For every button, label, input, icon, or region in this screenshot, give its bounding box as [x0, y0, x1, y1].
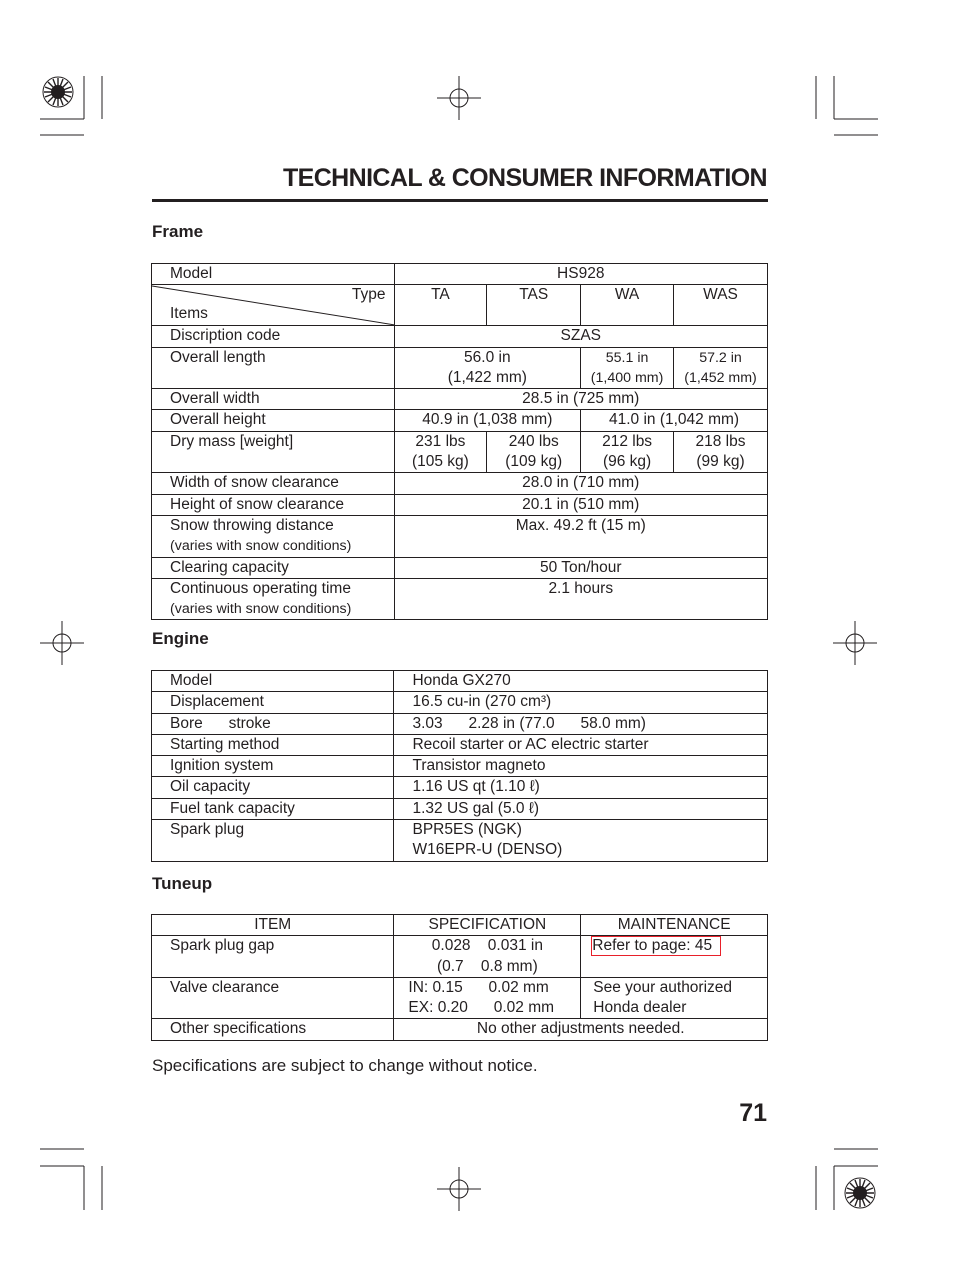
table-row	[152, 557, 768, 578]
overall-length-ta-tas	[394, 347, 581, 389]
starting-method-value: Recoil starter or AC electric starter	[394, 734, 768, 755]
table-row	[152, 798, 768, 819]
model-value: HS928	[394, 264, 767, 285]
crosshair-top	[437, 76, 481, 120]
operating-time-title: Continuous operating time	[170, 579, 351, 597]
engine-heading: Engine	[152, 629, 209, 648]
engine-model-label: Model	[152, 671, 394, 692]
throw-distance-value: Max. 49.2 ft (15 m)	[394, 515, 767, 557]
displacement-label: Displacement	[152, 692, 394, 713]
type-tas: TAS	[487, 285, 581, 326]
dry-mass-label: Dry mass [weight]	[152, 431, 395, 473]
type-label: Type	[351, 286, 386, 304]
title-rule	[152, 199, 768, 202]
overall-length-was-in: 57.2 in	[699, 349, 742, 366]
dry-mass-wa	[581, 431, 674, 473]
tuneup-heading: Tuneup	[152, 874, 213, 893]
overall-height-ta-tas: 40.9 in (1,038 mm)	[394, 410, 581, 431]
valve-clearance-spec	[394, 977, 581, 1019]
type-items-header	[152, 285, 395, 326]
width-clearance-label: Width of snow clearance	[152, 473, 395, 494]
starting-method-label: Starting method	[152, 734, 394, 755]
dry-mass-wa-kg: (96 kg)	[602, 453, 652, 471]
table-row	[152, 473, 768, 494]
frame-heading: Frame	[152, 222, 204, 241]
table-row	[152, 494, 768, 515]
spark-gap-label: Spark plug gap	[152, 936, 394, 978]
table-row	[152, 347, 768, 389]
description-label: Discription code	[152, 326, 395, 347]
fuel-tank-value: 1.32 US gal (5.0 ℓ)	[394, 798, 768, 819]
spark-gap-maint	[581, 936, 768, 978]
table-row	[152, 777, 768, 798]
spark-gap-mm: (0.7 0.8 mm)	[436, 957, 538, 975]
dry-mass-tas	[487, 431, 581, 473]
width-clearance-value: 28.0 in (710 mm)	[394, 473, 767, 494]
throw-distance-title: Snow throwing distance	[170, 516, 334, 534]
col-spec-header: SPECIFICATION	[394, 915, 581, 936]
valve-maint-line2: Honda dealer	[593, 999, 687, 1017]
table-row	[152, 713, 768, 734]
valve-in: IN: 0.15 0.02 mm	[408, 978, 549, 996]
overall-length-was-mm: (1,452 mm)	[684, 369, 757, 386]
dry-mass-tas-kg: (109 kg)	[505, 453, 563, 471]
items-label: Items	[170, 305, 208, 323]
other-spec-value: No other adjustments needed.	[394, 1019, 768, 1040]
table-row	[152, 692, 768, 713]
frame-table	[151, 263, 768, 620]
table-row	[152, 389, 768, 410]
throw-distance-label	[152, 515, 395, 557]
engine-model-value: Honda GX270	[394, 671, 768, 692]
dry-mass-was	[674, 431, 768, 473]
overall-width-value: 28.5 in (725 mm)	[394, 389, 767, 410]
overall-length-was	[674, 347, 768, 389]
crosshair-bottom	[437, 1167, 481, 1211]
throw-distance-note: (varies with snow conditions)	[170, 538, 352, 555]
refer-page-link[interactable]: Refer to page: 45	[591, 936, 721, 956]
overall-length-wa-mm: (1,400 mm)	[590, 369, 664, 386]
operating-time-value: 2.1 hours	[394, 578, 767, 620]
dry-mass-ta	[394, 431, 487, 473]
overall-length-wa-in: 55.1 in	[605, 349, 649, 366]
operating-time-label	[152, 578, 395, 620]
table-row	[152, 515, 768, 557]
oil-capacity-label: Oil capacity	[152, 777, 394, 798]
dry-mass-ta-lbs: 231 lbs	[415, 432, 466, 450]
bore-stroke-label: Bore stroke	[152, 713, 394, 734]
col-item-header: ITEM	[152, 915, 394, 936]
type-wa: WA	[581, 285, 674, 326]
operating-time-note: (varies with snow conditions)	[170, 601, 352, 618]
type-ta: TA	[394, 285, 487, 326]
overall-length-ta-tas-in: 56.0 in	[464, 348, 511, 366]
spark-gap-in: 0.028 0.031 in	[431, 937, 543, 955]
valve-ex: EX: 0.20 0.02 mm	[408, 999, 555, 1017]
engine-table	[151, 670, 768, 862]
page-number: 71	[739, 1099, 767, 1127]
ignition-value: Transistor magneto	[394, 756, 768, 777]
table-row	[152, 285, 768, 326]
dry-mass-wa-lbs: 212 lbs	[602, 432, 653, 450]
spark-plug-value	[394, 820, 768, 862]
dry-mass-tas-lbs: 240 lbs	[508, 432, 559, 450]
col-maint-header: MAINTENANCE	[581, 915, 768, 936]
table-row	[152, 1019, 768, 1040]
other-spec-label: Other specifications	[152, 1019, 394, 1040]
spark-plug-label: Spark plug	[152, 820, 394, 862]
table-row	[152, 936, 768, 978]
oil-capacity-value: 1.16 US qt (1.10 ℓ)	[394, 777, 768, 798]
spec-change-note: Specifications are subject to change without notice.	[152, 1056, 538, 1075]
spark-gap-spec	[394, 936, 581, 978]
crosshair-right	[833, 621, 877, 665]
table-row	[152, 264, 768, 285]
table-row	[152, 734, 768, 755]
ignition-label: Ignition system	[152, 756, 394, 777]
star-target-top-left	[43, 77, 73, 107]
table-row	[152, 431, 768, 473]
spark-plug-ngk: BPR5ES (NGK)	[412, 821, 522, 839]
table-row	[152, 756, 768, 777]
clearing-capacity-label: Clearing capacity	[152, 557, 395, 578]
spark-plug-denso: W16EPR-U (DENSO)	[412, 841, 563, 859]
fuel-tank-label: Fuel tank capacity	[152, 798, 394, 819]
displacement-value: 16.5 cu-in (270 cm³)	[394, 692, 768, 713]
valve-maint-line1: See your authorized	[593, 978, 733, 996]
valve-clearance-label: Valve clearance	[152, 977, 394, 1019]
height-clearance-value: 20.1 in (510 mm)	[394, 494, 767, 515]
clearing-capacity-value: 50 Ton/hour	[394, 557, 767, 578]
overall-height-wa-was: 41.0 in (1,042 mm)	[581, 410, 768, 431]
table-row	[152, 915, 768, 936]
bore-stroke-value: 3.03 2.28 in (77.0 58.0 mm)	[394, 713, 768, 734]
table-row	[152, 820, 768, 862]
description-value: SZAS	[394, 326, 767, 347]
table-row	[152, 410, 768, 431]
table-row	[152, 671, 768, 692]
overall-length-ta-tas-mm: (1,422 mm)	[447, 368, 527, 386]
dry-mass-was-kg: (99 kg)	[696, 453, 745, 471]
star-target-bottom-right	[845, 1178, 875, 1208]
overall-length-label: Overall length	[152, 347, 395, 389]
overall-height-label: Overall height	[152, 410, 395, 431]
type-was: WAS	[674, 285, 768, 326]
height-clearance-label: Height of snow clearance	[152, 494, 395, 515]
dry-mass-was-lbs: 218 lbs	[695, 432, 746, 450]
overall-width-label: Overall width	[152, 389, 395, 410]
dry-mass-ta-kg: (105 kg)	[411, 453, 469, 471]
tuneup-table	[151, 914, 768, 1041]
table-row	[152, 578, 768, 620]
model-label: Model	[152, 264, 395, 285]
crosshair-left	[40, 621, 84, 665]
overall-length-wa	[581, 347, 674, 389]
page-title: TECHNICAL & CONSUMER INFORMATION	[282, 164, 767, 192]
table-row	[152, 977, 768, 1019]
table-row	[152, 326, 768, 347]
valve-clearance-maint	[581, 977, 768, 1019]
